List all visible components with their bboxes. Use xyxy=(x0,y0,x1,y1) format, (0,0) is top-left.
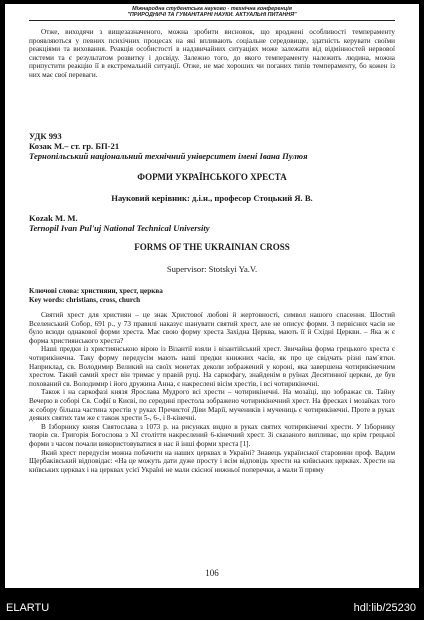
supervisor-ua-block xyxy=(29,193,395,203)
header-line-1: Міжнародна студентська науково - технічна конференція xyxy=(132,6,292,12)
document-page xyxy=(5,4,419,588)
header-rule xyxy=(29,20,395,21)
supervisor-en: Supervisor: Stotskyi Ya.V. xyxy=(166,264,258,274)
body-paragraph-2: Наші предки із християнською вірою із Візантії взяли і візантійський хрест. Звичайна форма грецького хреста є чотирикінечна. Таку форму передусім мають наші предки книжних часів, як про це свідчать різні пам`ятки. Наприклад, св. Володимир Великий на своїх монетах деколи зображений у короні, яка завершена чотирикінечним хрестом. Такий самий хрест він тримає у правій руці. На саркофагу, знайденім в руїнах Десятинної церкви, де був похований св. Володимир і його дружина Анна, є накреслені вісім хрестів, і всі чотирикінечні. xyxy=(29,345,395,388)
keywords-ua: Ключові слова: християни, хрест, церква xyxy=(29,287,163,295)
body-paragraph-3: Також і на саркофазі князя Ярослава Мудрого всі хрести – чотирикінечні. На мозаїці, що зображає св. Тайну Вечерю в соборі Св. Софії в Києві, по середині престола зображено чотирикінечний хрест. На фресках і мозаїках того ж собору більша частина хрестів у руках Пречистої Діви Марії, мучеників і мучениць є чотирикінечні. Проте в руках деяких святих там же є також хрести 5-, 6-, і 8-кінечні. xyxy=(29,388,395,423)
author-ua: Козак М.– ст. гр. БП-21 xyxy=(29,141,120,152)
author-en: Kozak M. M. xyxy=(29,213,78,223)
article-meta-ua xyxy=(29,131,395,162)
body-paragraph-1: Святий хрест для християн – це знак Христової любові й жертовності, символ нашого спасення. Шостий Вселенський Собор, 691 р., у 73 правилі наказує шанувати святий хрест, але не описує форми. З первісних часів не було всюди однакової форми хреста. Має свою форму хреста Західна Церква, мають її й Східні Церкви. – Яка ж є форма християнського хреста? xyxy=(29,311,395,345)
repository-label: ELARTU xyxy=(6,602,50,614)
affiliation-ua: Тернопільський національний технічний університет імені Івана Пулюя xyxy=(29,151,308,162)
title-en-block xyxy=(29,242,395,252)
body-paragraph-4: В Ізборнику князя Святослава з 1073 р. на рисунках видно в руках святих чотирикінечні хрести. У Ізборнику творів св. Григорія Богослова з XI століття накреслений 6-кінечний хрест. Зі сказаного випливає, що крім грецької форми з часом почали використовуватися в нас й інші форми хреста [1]. xyxy=(29,422,395,448)
supervisor-ua: Науковий керівник: д.і.н., професор Стоцький Я. В. xyxy=(111,193,313,203)
body-paragraph-5: Який хрест передусім можна побачити на наших церквах в Україні? Знавець української старовини проф. Вадим Щербаківський відповідає: «На це можуть дати дуже просту і всім відповідь хрести на київських церквах. Хрести на київських церквах і на церквах усієї Україні не мали скісної нижньої поперечки, а мали її пряму xyxy=(29,448,395,474)
intro-paragraph: Отже, виходячи з вищезазначеного, можна зробити висновок, що вроджені особливості темпераменту проявляються у певних психічних процесах на які впливають соціальне середовище, здатність керувати своїми реакціями та виховання. Реакція особистості в надзвичайних ситуаціях може залежати від відмінностей нервової системи та є результатом розвитку і досвіду. Залежно того, до якого темпераменту належить людина, можна припустити реакцію її в екстремальній ситуації. Отже, не має хороших чи поганих типів темпераменту, бо кожен із них має свої переваги. xyxy=(29,28,395,79)
udk-code: УДК 993 xyxy=(29,131,62,141)
conference-header xyxy=(5,6,419,18)
title-ua-block xyxy=(29,172,395,182)
page-number: 106 xyxy=(205,568,219,578)
supervisor-en-block xyxy=(29,264,395,274)
archive-footer xyxy=(0,596,424,620)
header-line-2: "ПРИРОДНИЧІ ТА ГУМАНІТАРНІ НАУКИ. АКТУАЛЬНІ ПИТАННЯ" xyxy=(127,12,297,19)
article-body xyxy=(29,311,395,474)
intro-section xyxy=(29,28,395,80)
keywords-block xyxy=(29,287,395,304)
keywords-en: Key words: christians, cross, church xyxy=(29,295,141,304)
handle-link[interactable]: hdl:lib/25230 xyxy=(353,602,416,614)
affiliation-en: Ternopil Ivan Pul'uj National Technical University xyxy=(29,223,210,234)
article-title-en: FORMS OF THE UKRAINIAN CROSS xyxy=(134,242,290,252)
article-meta-en xyxy=(29,213,395,233)
article-title-ua: ФОРМИ УКРАЇНСЬКОГО ХРЕСТА xyxy=(137,172,287,182)
